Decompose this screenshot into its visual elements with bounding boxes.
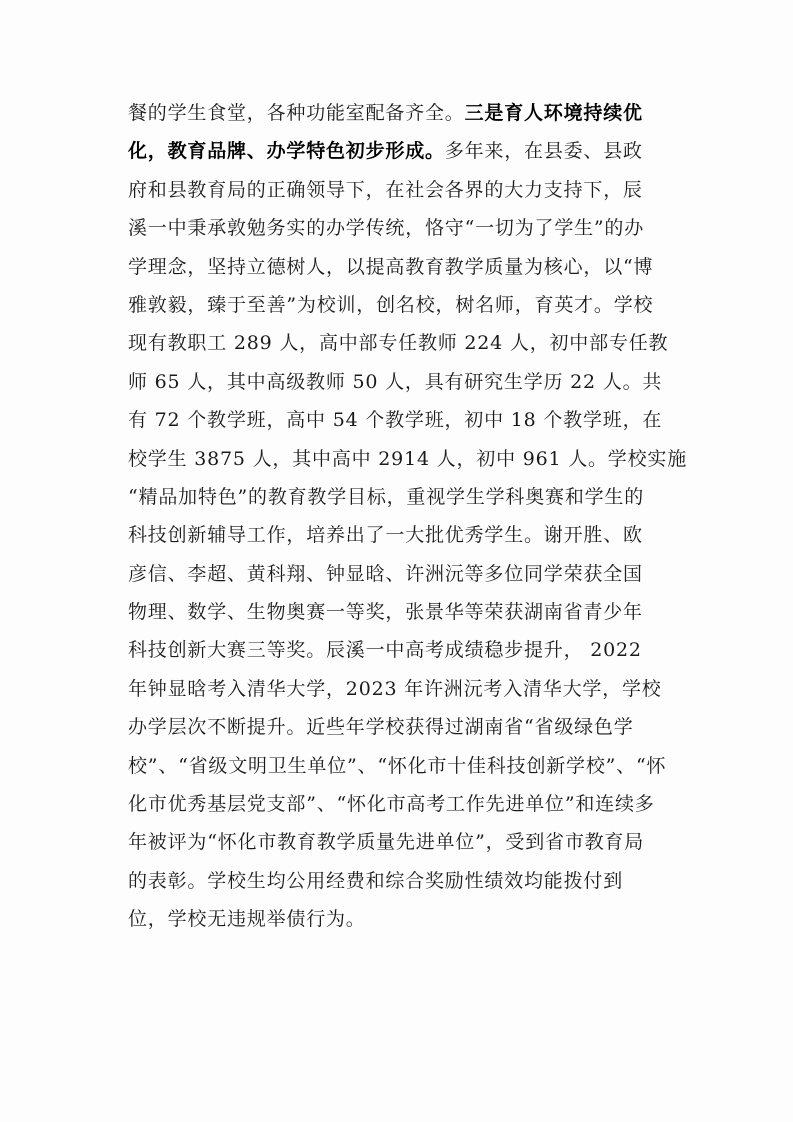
- text-run: 现有教职工 289 人，高中部专任教师 224 人，初中部专任教: [128, 332, 669, 355]
- text-run: 物理、数学、生物奥赛一等奖，张景华等荣获湖南省青少年: [128, 601, 643, 624]
- text-run: 雅敦毅，臻于至善”为校训，创名校，树名师，育英才。学校: [128, 293, 654, 316]
- bold-text-run: 三是育人环境持续优: [464, 102, 643, 124]
- text-line: [128, 670, 668, 708]
- text-run: 化市优秀基层党支部”、“怀化市高考工作先进单位”和连续多: [128, 793, 655, 816]
- text-line: [128, 324, 668, 362]
- text-line: [128, 516, 668, 554]
- text-run: 年被评为“怀化市教育教学质量先进单位”，受到省市教育局: [128, 831, 645, 854]
- bold-text-run: 化，教育品牌、办学特色初步形成。: [128, 140, 445, 163]
- text-run: 餐的学生食堂，各种功能室配备齐全。: [128, 102, 465, 124]
- text-run: 有 72 个教学班，高中 54 个教学班，初中 18 个教学班，在: [128, 409, 663, 432]
- text-line: [128, 708, 668, 746]
- text-run: 的表彰。学校生均公用经费和综合奖励性绩效均能拨付到: [128, 869, 624, 892]
- text-run: 府和县教育局的正确领导下，在社会各界的大力支持下，辰: [128, 178, 643, 201]
- text-run: 科技创新大赛三等奖。辰溪一中高考成绩稳步提升， 2022: [128, 639, 642, 662]
- text-line: [128, 900, 668, 938]
- text-run: 办学层次不断提升。近些年学校获得过湖南省“省级绿色学: [128, 716, 634, 739]
- text-line: [128, 363, 668, 401]
- text-run: 校学生 3875 人，其中高中 2914 人，初中 961 人。学校实施: [128, 447, 688, 470]
- text-run: 学理念，坚持立德树人，以提高教育教学质量为核心，以“博: [128, 255, 654, 278]
- text-run: 师 65 人，其中高级教师 50 人，具有研究生学历 22 人。共: [128, 370, 663, 393]
- text-line: [128, 593, 668, 631]
- text-line: [128, 555, 668, 593]
- text-line: [128, 862, 668, 900]
- text-line: [128, 401, 668, 439]
- text-run: 多年来，在县委、县政: [444, 140, 643, 163]
- text-line: [128, 823, 668, 861]
- text-line: [128, 785, 668, 823]
- text-line: [128, 171, 668, 209]
- text-run: 溪一中秉承敦勉务实的办学传统，恪守“一切为了学生”的办: [128, 217, 645, 240]
- text-line: [128, 94, 668, 132]
- text-line: [128, 286, 668, 324]
- text-line: [128, 747, 668, 785]
- text-run: 年钟显晗考入清华大学，2023 年许洲沅考入清华大学，学校: [128, 677, 662, 700]
- text-line: [128, 631, 668, 669]
- text-line: [128, 132, 668, 170]
- text-run: 科技创新辅导工作，培养出了一大批优秀学生。谢开胜、欧: [128, 524, 643, 547]
- text-run: 彦信、李超、黄科翔、钟显晗、许洲沅等多位同学荣获全国: [128, 562, 643, 585]
- text-run: 校”、“省级文明卫生单位”、“怀化市十佳科技创新学校”、“怀: [128, 754, 667, 777]
- text-line: [128, 248, 668, 286]
- text-line: [128, 440, 688, 478]
- text-run: 位，学校无违规举债行为。: [128, 908, 366, 931]
- body-paragraph: [128, 94, 688, 939]
- text-line: [128, 478, 668, 516]
- text-line: [128, 209, 668, 247]
- text-run: “精品加特色”的教育教学目标，重视学生学科奥赛和学生的: [128, 485, 645, 508]
